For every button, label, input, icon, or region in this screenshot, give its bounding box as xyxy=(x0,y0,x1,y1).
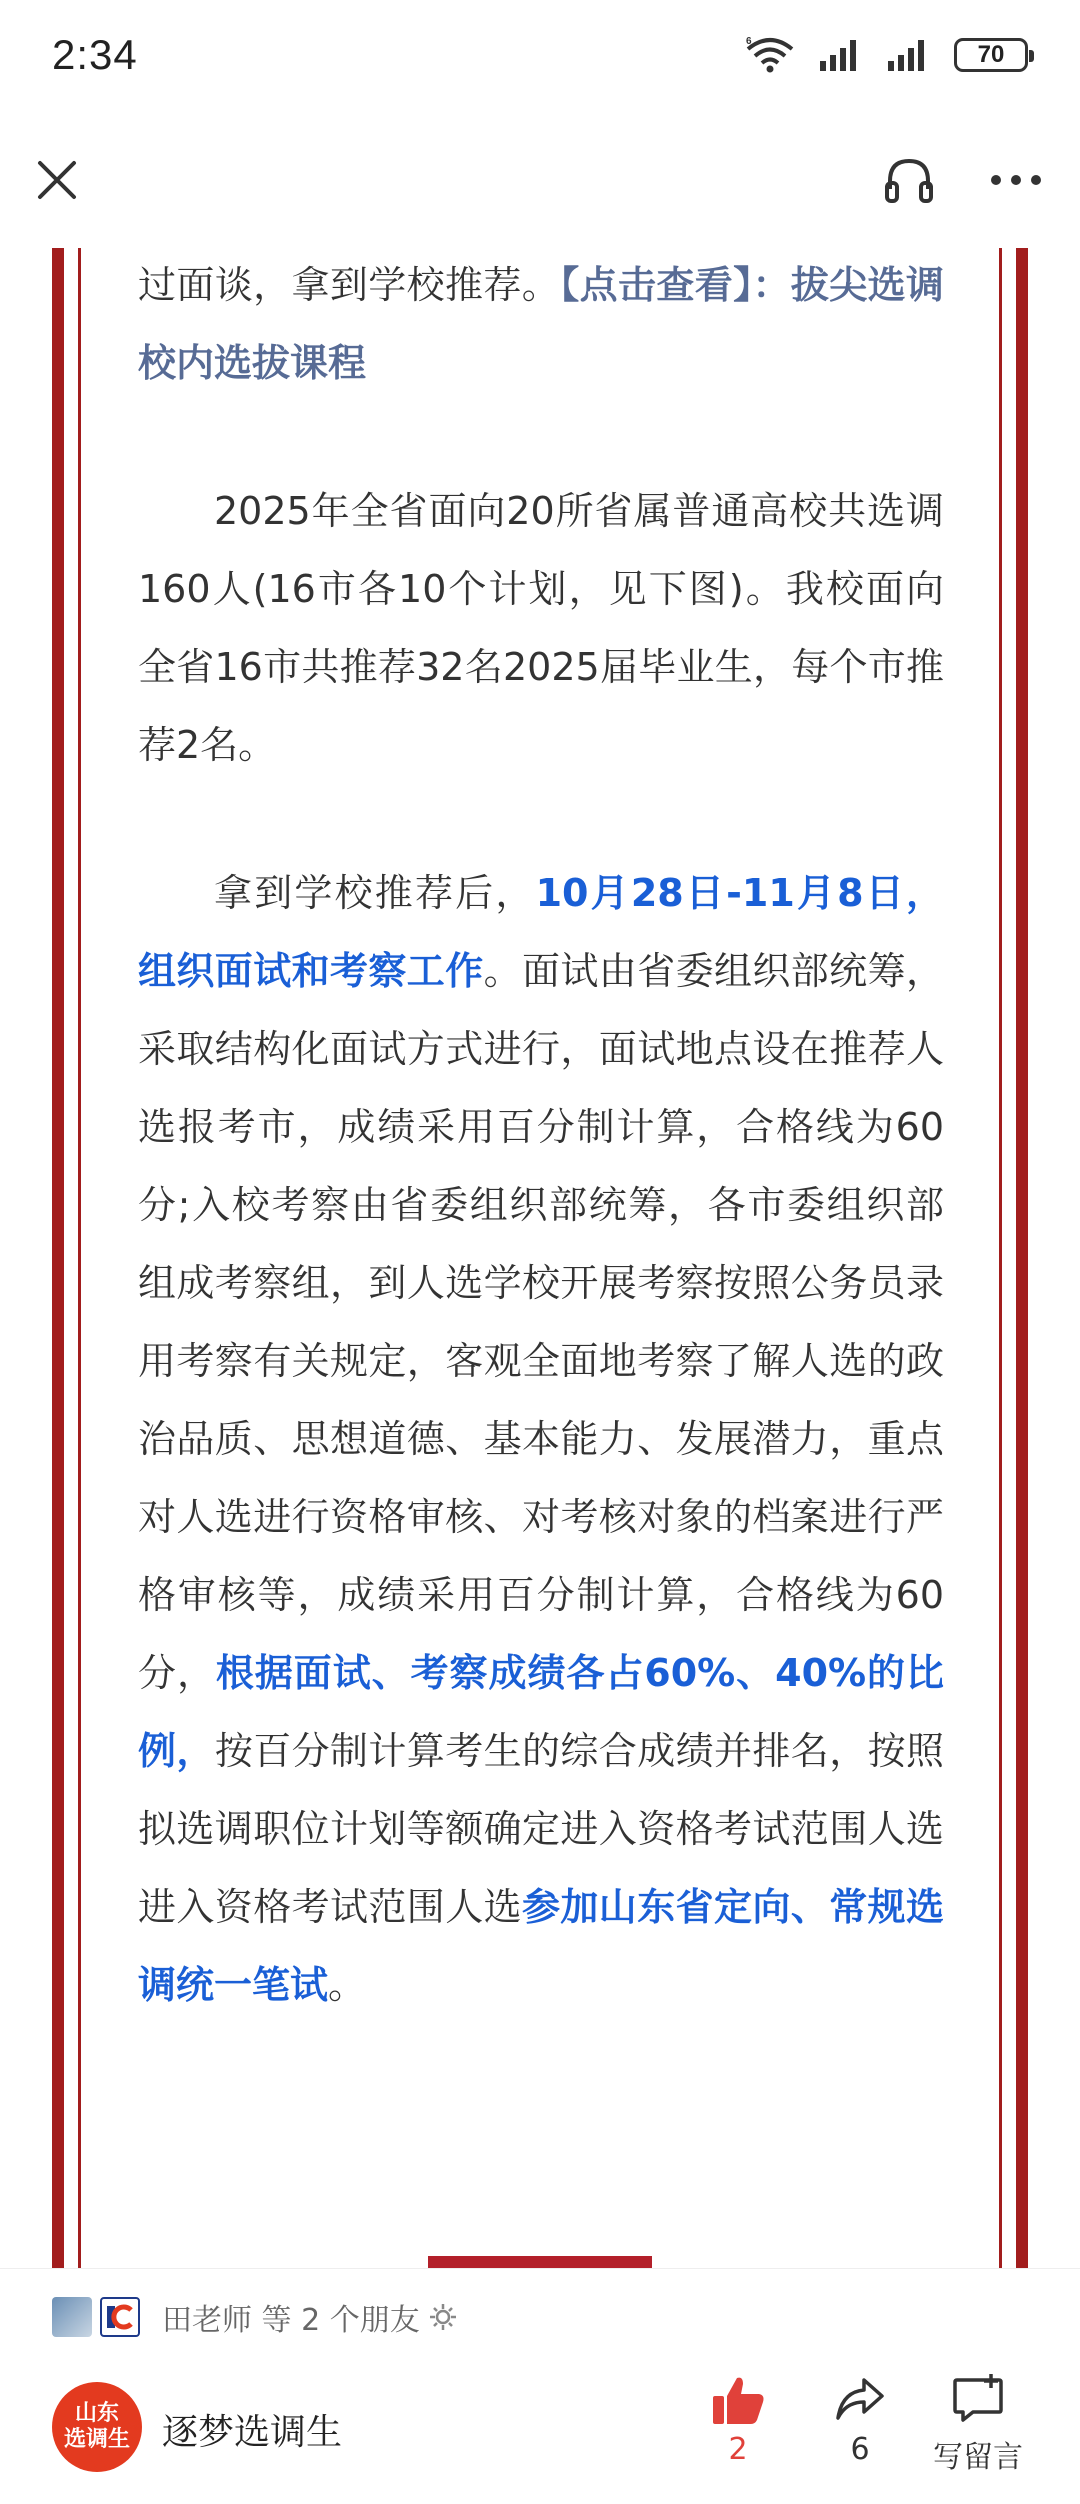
status-icons xyxy=(744,35,1028,75)
write-comment-button[interactable] xyxy=(918,2374,1038,2476)
share-button[interactable] xyxy=(800,2374,920,2467)
comment-icon xyxy=(951,2374,1005,2426)
signal-icon-2 xyxy=(886,37,932,73)
status-bar xyxy=(0,0,1080,110)
status-time: 2:34 xyxy=(52,31,138,78)
article-body xyxy=(138,246,944,2094)
paragraph-3-c: 。面试由省委组织部统筹，采取结构化面试方式进行，面试地点设在推荐人选报考市，成绩采用百分制计算，合格线为60分;入校考察由省委组织部统筹，各市委组织部组成考察组，到人选学校开展考察按照公务员录用考察有关规定，客观全面地考察了解人选的政治品质、思想道德、基本能力、发展潜力，重点对人选进行资格审核、对考核对象的档案进行严格审核等，成绩采用百分制计算，合格线为60分， xyxy=(138,949,944,1695)
headphones-icon[interactable] xyxy=(882,153,936,207)
svg-text:6: 6 xyxy=(746,36,752,47)
interview-dates-highlight: 10月28日-11月8日，组织面试和考察工作 xyxy=(138,871,944,993)
signal-icon-1 xyxy=(818,37,864,73)
nav-bar xyxy=(0,130,1080,230)
friends-liked-text: 田老师 等 2 个朋友 xyxy=(162,2302,420,2338)
account-name[interactable]: 逐梦选调生 xyxy=(162,2412,343,2453)
more-icon[interactable] xyxy=(988,170,1044,190)
gear-icon xyxy=(428,2302,458,2332)
paragraph-1 xyxy=(138,246,944,402)
like-count: 2 xyxy=(728,2432,748,2467)
brand-logo-icon xyxy=(105,2302,135,2332)
close-icon[interactable] xyxy=(36,159,78,201)
thumbs-up-icon xyxy=(711,2374,765,2426)
avatar-line-2: 选调生 xyxy=(63,2427,130,2452)
paragraph-3-g: 。 xyxy=(328,1963,367,2007)
paragraph-3-e: 按百分制计算考生的综合成绩并排名，按照拟选调职位计划等额确定进入资格考试范围人选进入资格考试范围人选 xyxy=(138,1729,944,1929)
bottom-bar xyxy=(0,2364,1080,2504)
account-avatar[interactable] xyxy=(52,2382,142,2472)
battery-level: 70 xyxy=(977,41,1005,68)
battery-indicator xyxy=(954,38,1028,72)
paragraph-3 xyxy=(138,854,944,2024)
friend-avatar-1 xyxy=(52,2297,92,2337)
nav-actions xyxy=(882,153,1044,207)
avatar-line-1: 山东 xyxy=(74,2401,119,2426)
friend-avatar-2 xyxy=(100,2297,140,2337)
written-exam-highlight: 参加山东省定向、常规选调统一笔试 xyxy=(138,1885,944,2007)
score-ratio-highlight: 根据面试、考察成绩各占60%、40%的比例， xyxy=(138,1651,944,1773)
share-count: 6 xyxy=(850,2432,870,2467)
friends-row[interactable] xyxy=(0,2268,1080,2364)
like-button[interactable] xyxy=(678,2374,798,2467)
paragraph-3-a: 拿到学校推荐后， xyxy=(214,871,536,915)
wifi-icon xyxy=(744,35,796,75)
course-link[interactable]: 【点击查看】：拔尖选调校内选拔课程 xyxy=(138,263,944,385)
share-icon xyxy=(834,2374,886,2426)
paragraph-1-text: 过面谈，拿到学校推荐。 xyxy=(138,263,561,307)
paragraph-2: 2025年全省面向20所省属普通高校共选调160人(16市各10个计划，见下图)。我校面向全省16市共推荐32名2025届毕业生，每个市推荐2名。 xyxy=(138,489,944,767)
comment-label: 写留言 xyxy=(933,2440,1023,2475)
